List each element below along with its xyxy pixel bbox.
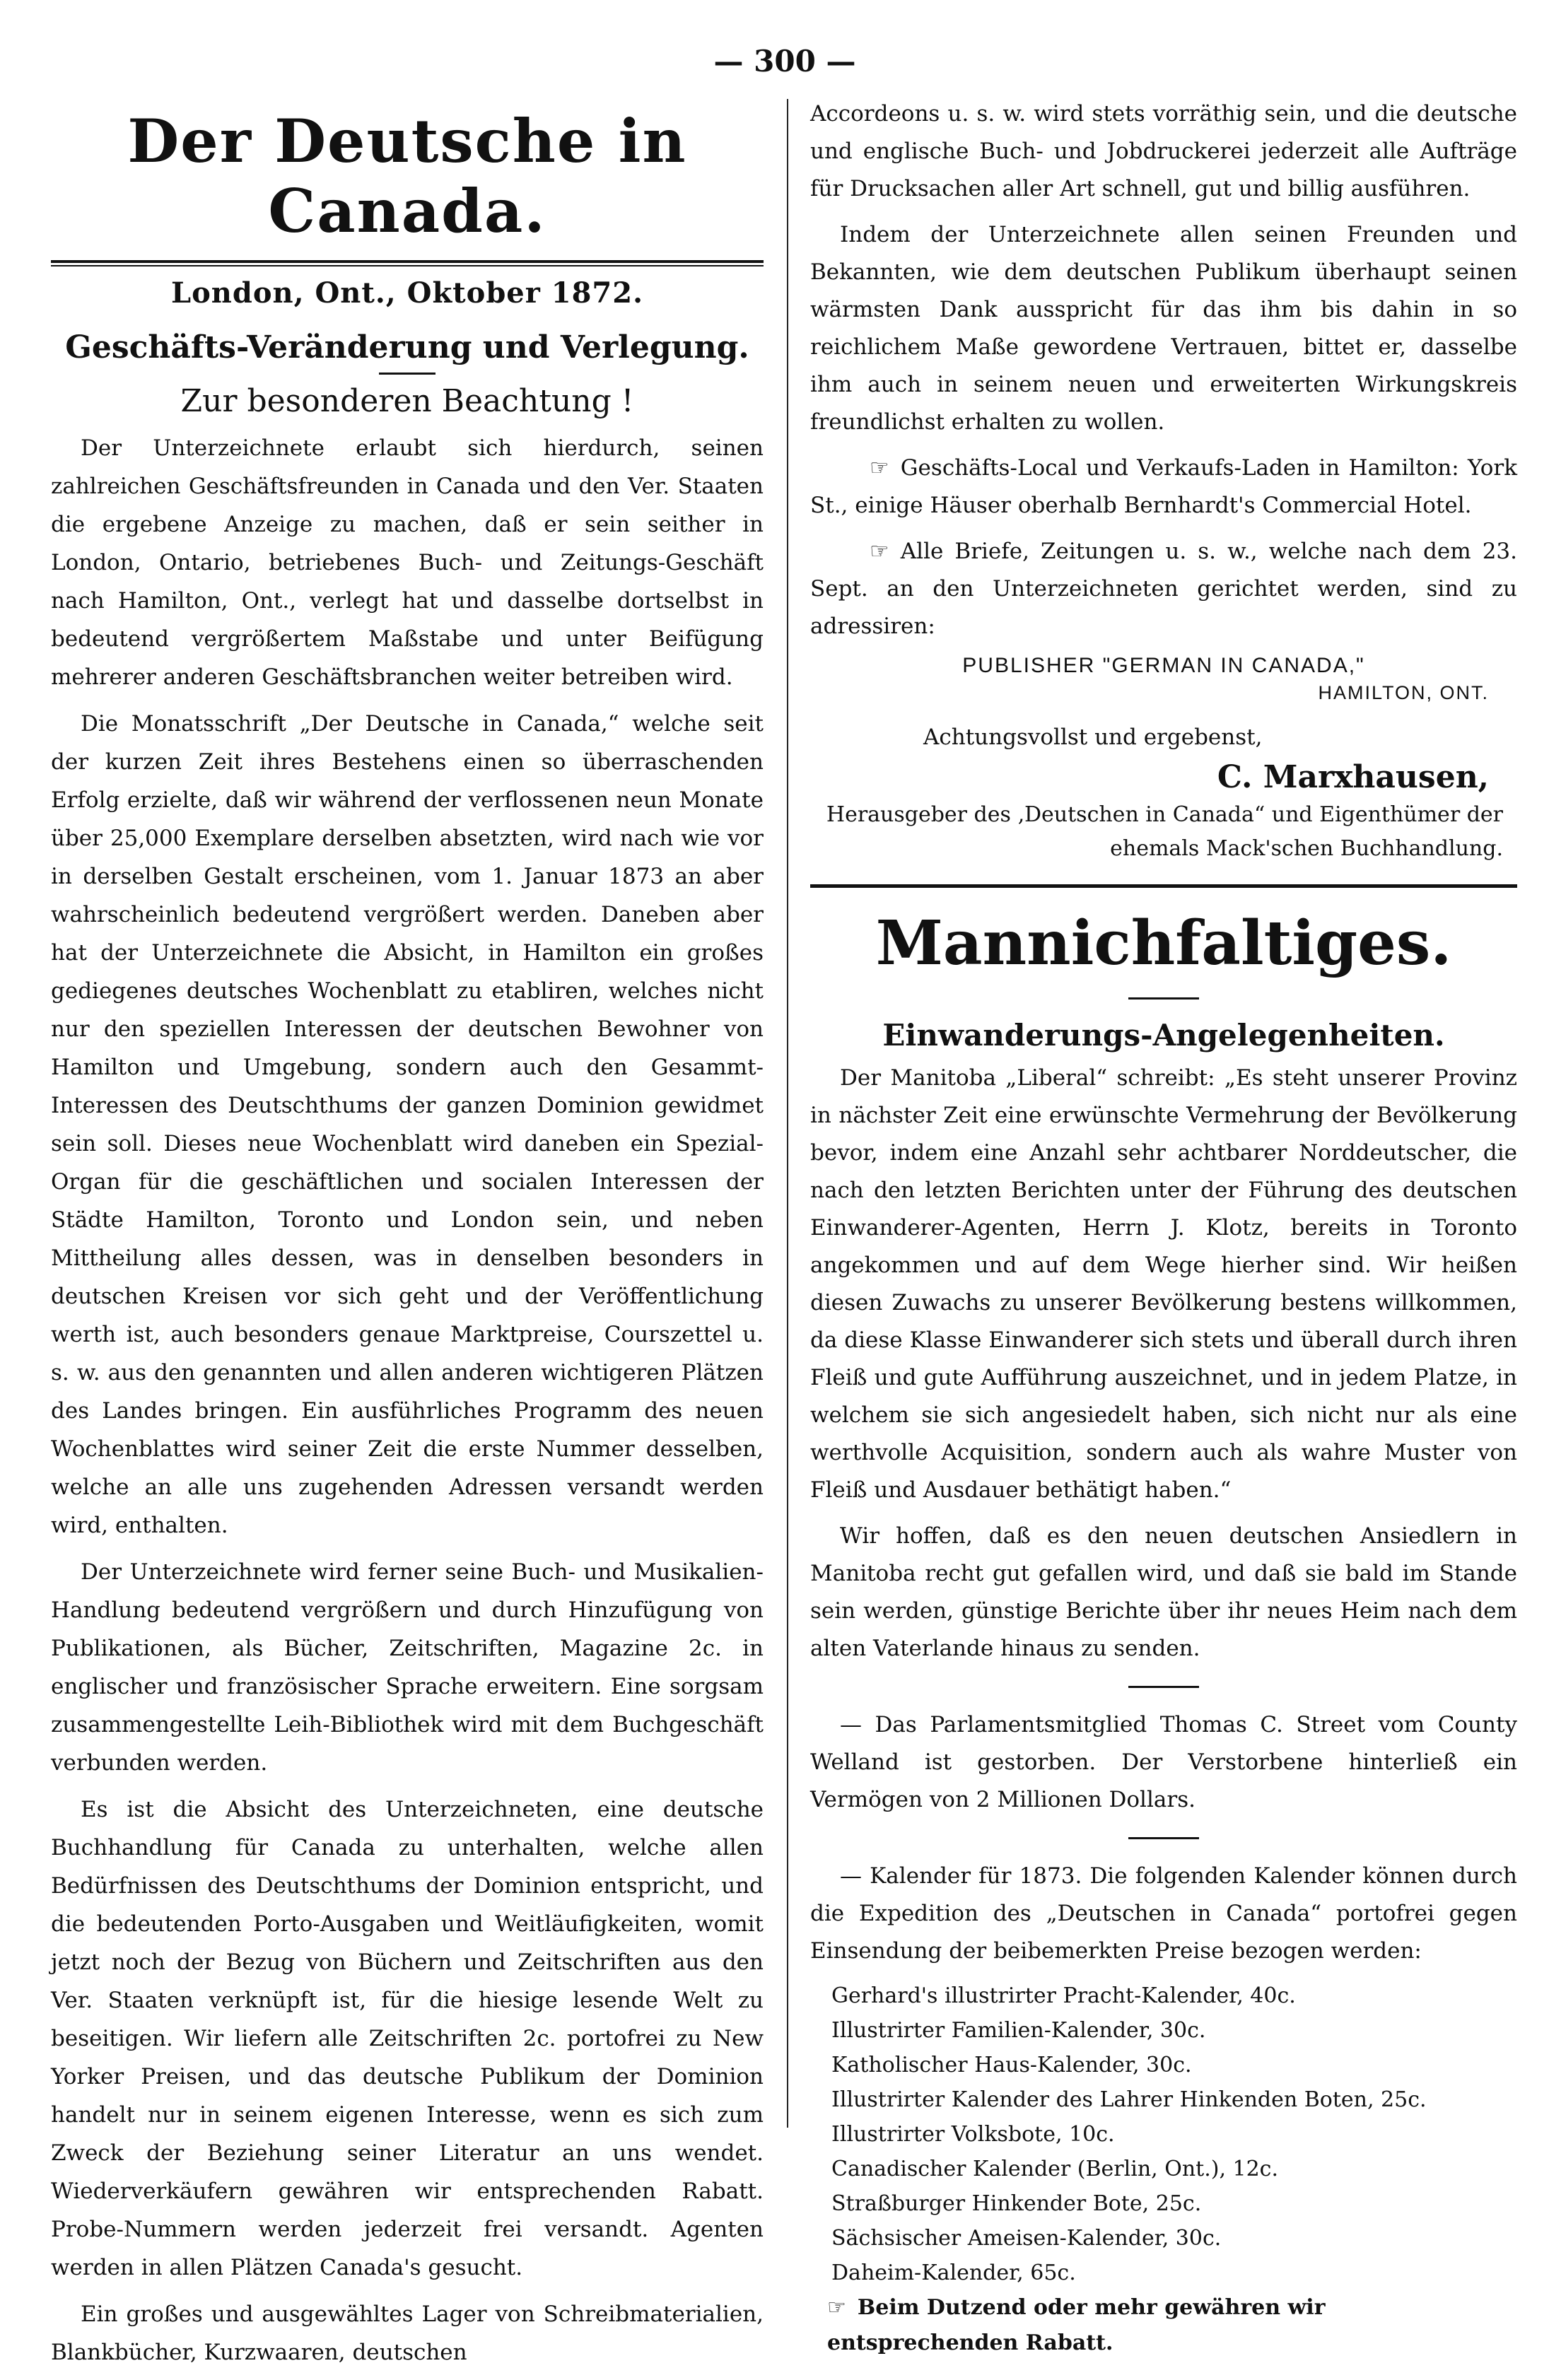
calendar-note-text: Beim Dutzend oder mehr gewähren wir entsprechenden Rabatt. bbox=[827, 2295, 1326, 2355]
news-item: — Das Parlamentsmitglied Thomas C. Street vom County Welland ist gestorben. Der Verstorbene hinterließ ein Vermögen von 2 Millionen Dollars. bbox=[810, 1712, 1517, 1812]
right-column bbox=[810, 95, 1517, 2361]
list-item: Straßburger Hinkender Bote, 25c. bbox=[831, 2191, 1202, 2216]
page-number: — 300 — bbox=[713, 44, 856, 78]
left-paragraph: Es ist die Absicht des Unterzeichneten, eine deutsche Buchhandlung für Canada zu unterhalten, welche allen Bedürfnissen des Deutschthums der Dominion entspricht, und die bedeutenden Porto-Ausgaben und Weitläufigkeiten, womit jetzt noch der Bezug von Büchern und Zeitschriften aus den Ver. Staaten verknüpft ist, für die hiesige lesende Welt zu beseitigen. Wir liefern alle Zeitschriften 2c. portofrei zu New Yorker Preisen, und das deutsche Publikum der Dominion handelt nur in seinem eigenen Interesse, wenn es sich zum Zweck der Beziehung seiner Literatur an uns wendet. Wiederverkäufern gewähren wir entsprechenden Rabatt. Probe-Nummern werden jederzeit frei versandt. Agenten werden in allen Plätzen Canada's gesucht. bbox=[51, 1797, 764, 2280]
article-divider bbox=[1128, 1686, 1199, 1688]
masthead: Der Deutsche in Canada. bbox=[127, 106, 687, 246]
news-divider bbox=[1128, 1837, 1199, 1839]
left-paragraph: Der Unterzeichnete wird ferner seine Buch- und Musikalien-Handlung bedeutend vergrößern und durch Hinzufügung von Publikationen, als Bücher, Zeitschriften, Magazine 2c. in englischer und französischer Sprache erweitern. Eine sorgsam zusammengestellte Leih-Bibliothek wird mit dem Buchgeschäft verbunden werden. bbox=[51, 1559, 764, 1776]
pointing-hand-icon: ☞ bbox=[827, 2295, 846, 2320]
letters-note-text: Alle Briefe, Zeitungen u. s. w., welche nach dem 23. Sept. an den Unterzeichneten gerichtet werden, sind zu adressiren: bbox=[810, 539, 1517, 639]
right-paragraph bbox=[810, 533, 1517, 645]
section-rule bbox=[810, 884, 1517, 888]
column-divider bbox=[787, 99, 788, 2128]
list-item: Katholischer Haus-Kalender, 30c. bbox=[831, 2053, 1192, 2077]
article-paragraph: Der Manitoba „Liberal“ schreibt: „Es steht unserer Provinz in nächster Zeit eine erwünschte Vermehrung der Bevölkerung bevor, indem eine Anzahl sehr achtbarer Norddeutscher, die nach den letzten Berichten unter der Führung des deutschen Einwanderer-Agenten, Herrn J. Klotz, bereits in Toronto angekommen und auf dem Wege hierher sind. Wir heißen diesen Zuwachs zu unserer Bevölkerung bestens willkommen, da diese Klasse Einwanderer sich stets und überall durch ihren Fleiß und gute Aufführung auszeichnet, und in jedem Platze, in welchem sie sich angesiedelt haben, sich nicht nur als eine werthvolle Acquisition, sondern auch als wahre Muster von Fleiß und Ausdauer bethätigt haben.“ bbox=[810, 1065, 1517, 1503]
list-item: Illustrirter Volksbote, 10c. bbox=[831, 2122, 1115, 2147]
address-line-2: HAMILTON, ONT. bbox=[1318, 682, 1489, 703]
calendar-list bbox=[810, 1979, 1517, 2290]
list-item: Daheim-Kalender, 65c. bbox=[831, 2261, 1076, 2285]
left-paragraph: Ein großes und ausgewähltes Lager von Schreibmaterialien, Blankbücher, Kurzwaaren, deutschen bbox=[51, 2302, 764, 2365]
section-title-rule bbox=[1128, 997, 1199, 1000]
section-title: Mannichfaltiges. bbox=[875, 908, 1452, 979]
signature: C. Marxhausen, bbox=[1217, 759, 1489, 795]
calendar-note bbox=[810, 2290, 1517, 2361]
pointing-hand-icon: ☞ bbox=[870, 455, 889, 481]
right-paragraph: Indem der Unterzeichnete allen seinen Freunden und Bekannten, wie dem deutschen Publikum überhaupt seinen wärmsten Dank ausspricht für das ihm bis dahin in so reichlichem Maße gewordene Vertrauen, bittet er, dasselbe ihm auch in seinem neuen und erweiterten Wirkungskreis freundlichst erhalten zu wollen. bbox=[810, 222, 1517, 435]
address-line-1: PUBLISHER "GERMAN IN CANADA," bbox=[962, 654, 1365, 677]
left-column bbox=[51, 99, 764, 2380]
left-paragraph: Der Unterzeichnete erlaubt sich hierdurch, seinen zahlreichen Geschäftsfreunden in Canada und den Ver. Staaten die ergebene Anzeige zu machen, daß er sein seither in London, Ontario, betriebenes Buch- und Zeitungs-Geschäft nach Hamilton, Ont., verlegt hat und dasselbe dortselbst in bedeutend vergrößertem Maßstabe und unter Beifügung mehrerer anderen Geschäftsbranchen weiter betreiben wird. bbox=[51, 435, 764, 690]
calendar-intro: — Kalender für 1873. Die folgenden Kalender können durch die Expedition des „Deutschen in Canada“ portofrei gegen Einsendung der beibemerkten Preise bezogen werden: bbox=[810, 1863, 1517, 1964]
pointing-hand-icon: ☞ bbox=[870, 539, 889, 564]
right-paragraph: Accordeons u. s. w. wird stets vorräthig sein, und die deutsche und englische Buch- und Jobdruckerei jederzeit alle Aufträge für Drucksachen aller Art schnell, gut und billig ausführen. bbox=[810, 101, 1517, 201]
shop-address-text: Geschäfts-Local und Verkaufs-Laden in Hamilton: York St., einige Häuser oberhalb Bernhardt's Commercial Hotel. bbox=[810, 455, 1517, 518]
left-paragraph: Die Monatsschrift „Der Deutsche in Canada,“ welche seit der kurzen Zeit ihres Bestehens einen so überraschenden Erfolg erzielte, daß wir während der verflossenen neun Monate über 25,000 Exemplare derselben absetzten, wird nach wie vor in derselben Gestalt erscheinen, vom 1. Januar 1873 an aber wahrscheinlich bedeutend vergrößert werden. Daneben aber hat der Unterzeichnete die Absicht, in Hamilton ein großes gediegenes deutsches Wochenblatt zu etabliren, welches nicht nur den speziellen Interessen der deutschen Bewohner von Hamilton und Umgebung, sondern auch den Gesammt-Interessen des Deutschthums der ganzen Dominion gewidmet sein soll. Dieses neue Wochenblatt wird daneben ein Spezial-Organ für die geschäftlichen und socialen Interessen der Städte Hamilton, Toronto und London sein, und neben Mittheilung alles dessen, was in denselben besonders in deutschen Kreisen vor sich geht und der Veröffentlichung werth ist, auch besonders genaue Marktpreise, Courszettel u. s. w. aus den genannten und allen anderen wichtigeren Plätzen des Landes bringen. Ein ausführliches Programm des neuen Wochenblattes wird seiner Zeit die erste Nummer desselben, welche an alle uns zugehenden Adressen versandt werden wird, enthalten. bbox=[51, 711, 764, 1538]
dateline: London, Ont., Oktober 1872. bbox=[170, 276, 644, 310]
headline-rule bbox=[379, 373, 436, 375]
article-paragraph: Wir hoffen, daß es den neuen deutschen Ansiedlern in Manitoba recht gut gefallen wird, und daß sie bald im Stande sein werden, günstige Berichte über ihr neues Heim nach dem alten Vaterlande hinaus zu senden. bbox=[810, 1523, 1517, 1661]
list-item: Illustrirter Kalender des Lahrer Hinkenden Boten, 25c. bbox=[831, 2087, 1427, 2112]
list-item: Gerhard's illustrirter Pracht-Kalender, 40c. bbox=[831, 1983, 1296, 2008]
headline: Geschäfts-Veränderung und Verlegung. bbox=[65, 329, 749, 365]
list-item: Canadischer Kalender (Berlin, Ont.), 12c. bbox=[831, 2157, 1279, 2181]
right-paragraph bbox=[810, 450, 1517, 524]
subheadline: Zur besonderen Beachtung ! bbox=[180, 383, 634, 419]
article-title: Einwanderungs-Angelegenheiten. bbox=[882, 1018, 1445, 1053]
list-item: Illustrirter Familien-Kalender, 30c. bbox=[831, 2018, 1206, 2043]
signature-description: Herausgeber des ‚Deutschen in Canada“ und Eigenthümer der ehemals Mack'schen Buchhandlung. bbox=[826, 802, 1503, 861]
masthead-rule bbox=[51, 260, 764, 266]
closing: Achtungsvollst und ergebenst, bbox=[923, 725, 1263, 750]
list-item: Sächsischer Ameisen-Kalender, 30c. bbox=[831, 2226, 1222, 2251]
